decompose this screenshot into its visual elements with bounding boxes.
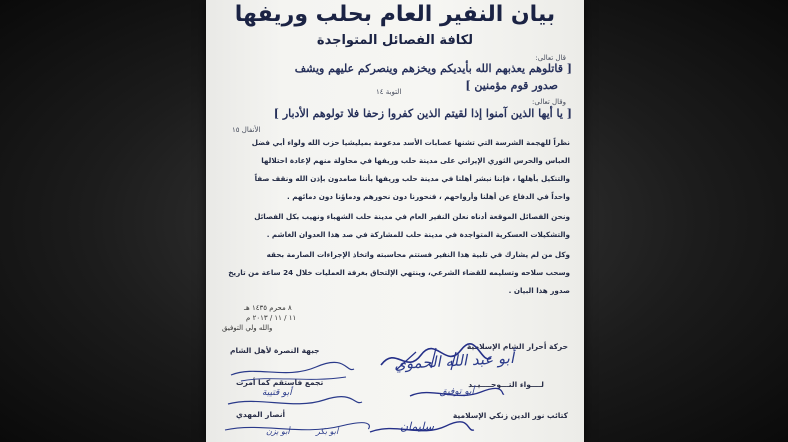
signature-mahdi: أبو بكر xyxy=(316,427,339,436)
signature-stroke-zenki xyxy=(366,418,476,440)
signature-stroke-fastaqim xyxy=(224,392,364,414)
signature-ahrar: أبو عبد الله الحموي xyxy=(393,348,515,374)
closing-phrase: والله ولي التوفيق xyxy=(222,324,273,332)
verse1-line2: صدور قوم مؤمنين ] xyxy=(465,79,558,92)
verse2-line1: [ يا أيها الذين آمنوا إذا لقيتم الذين كفروا زحفا فلا تولوهم الأدبار ] xyxy=(273,107,572,120)
body-line-8: وسحب سلاحه وتسليمه للقضاء الشرعي، وينتهي الإلتحاق بغرفة العمليات خلال 24 ساعة من تاريخ xyxy=(228,268,570,277)
signatory-jabhat-al-nusra: جبهة النصرة لأهل الشام xyxy=(230,346,320,355)
signatory-ahrar-al-sham: حركة أحرار الشام الإسلامية xyxy=(466,342,568,351)
signature-stroke-nusra xyxy=(226,355,356,385)
body-line-4: واحداً في الدفاع عن أهلنا وأرواحهم ، فنحورنا دون نحورهم ودماؤنا دون دمائهم . xyxy=(287,192,570,201)
verse2-reference: الأنفال ١٥ xyxy=(232,126,261,134)
signature-tawhid: أبو توفيق xyxy=(439,387,474,397)
body-line-7: وكل من لم يشارك في تلبية هذا النفير فستتم محاسبته واتخاذ الإجراءات الصارمة بحقه xyxy=(266,250,570,259)
body-line-9: صدور هذا البيان . xyxy=(508,286,570,295)
verse1-reference: التوبة ١٤ xyxy=(376,88,402,96)
body-line-1: نظراً للهجمة الشرسة التي تشنها عصابات الأسد مدعومة بميليشيا حزب الله ولواء أبي فضل xyxy=(251,138,570,147)
signatory-liwa-al-tawhid: لــــواء التـــوحــــيــد xyxy=(468,380,544,389)
body-line-5: ونحن الفصائل الموقعة أدناه نعلن النفير العام في مدينة حلب الشهباء ونهيب بكل الفصائل xyxy=(254,212,570,221)
signature-fastaqim: أبو قتيبة xyxy=(262,388,292,398)
verse1-intro: قال تعالى: xyxy=(535,54,566,62)
document-subtitle: لكافة الفصائل المتواجدة xyxy=(316,33,474,48)
signature-abu-yazan: أبو يزن xyxy=(266,427,290,436)
signature-zenki: سليمان xyxy=(400,420,434,433)
signature-stroke-tawhid xyxy=(406,384,506,404)
verse2-intro: وقال تعالى: xyxy=(532,98,566,106)
signatory-nour-al-din-zenki: كتائب نور الدين زنكي الإسلامية xyxy=(452,411,568,420)
body-line-3: والتنكيل بأهلها ، فإننا نبشر أهلنا في مدينة حلب وريفها بأننا صامدون بإذن الله ونقف صفاً xyxy=(254,174,570,183)
body-line-2: العباس والحرس الثوري الإيراني على مدينة حلب وريفها في محاولة منهم لإعادة احتلالها xyxy=(261,156,570,165)
document-title: بيان النفير العام بحلب وريفها xyxy=(234,2,556,27)
date-gregorian: ١١ / ١١ / ٢٠١٣ م xyxy=(246,314,297,322)
signature-stroke-ahrar xyxy=(376,340,496,380)
signatory-fastaqim: تجمع فاستقم كما أمرت xyxy=(236,378,324,387)
signatory-ansar-al-mahdi: أنصار المهدي xyxy=(236,410,286,419)
signature-stroke-mahdi xyxy=(221,420,371,442)
statement-document xyxy=(206,0,584,442)
date-hijri: ٨ محرم ١٤٣٥ هـ xyxy=(244,304,292,312)
body-line-6: والتشكيلات العسكرية المتواجدة في مدينة حلب للمشاركة في صد هذا العدوان الغاشم . xyxy=(266,230,570,239)
verse1-line1: [ قاتلوهم يعذبهم الله بأيديكم ويخزهم وينصركم عليهم ويشف xyxy=(294,62,572,75)
